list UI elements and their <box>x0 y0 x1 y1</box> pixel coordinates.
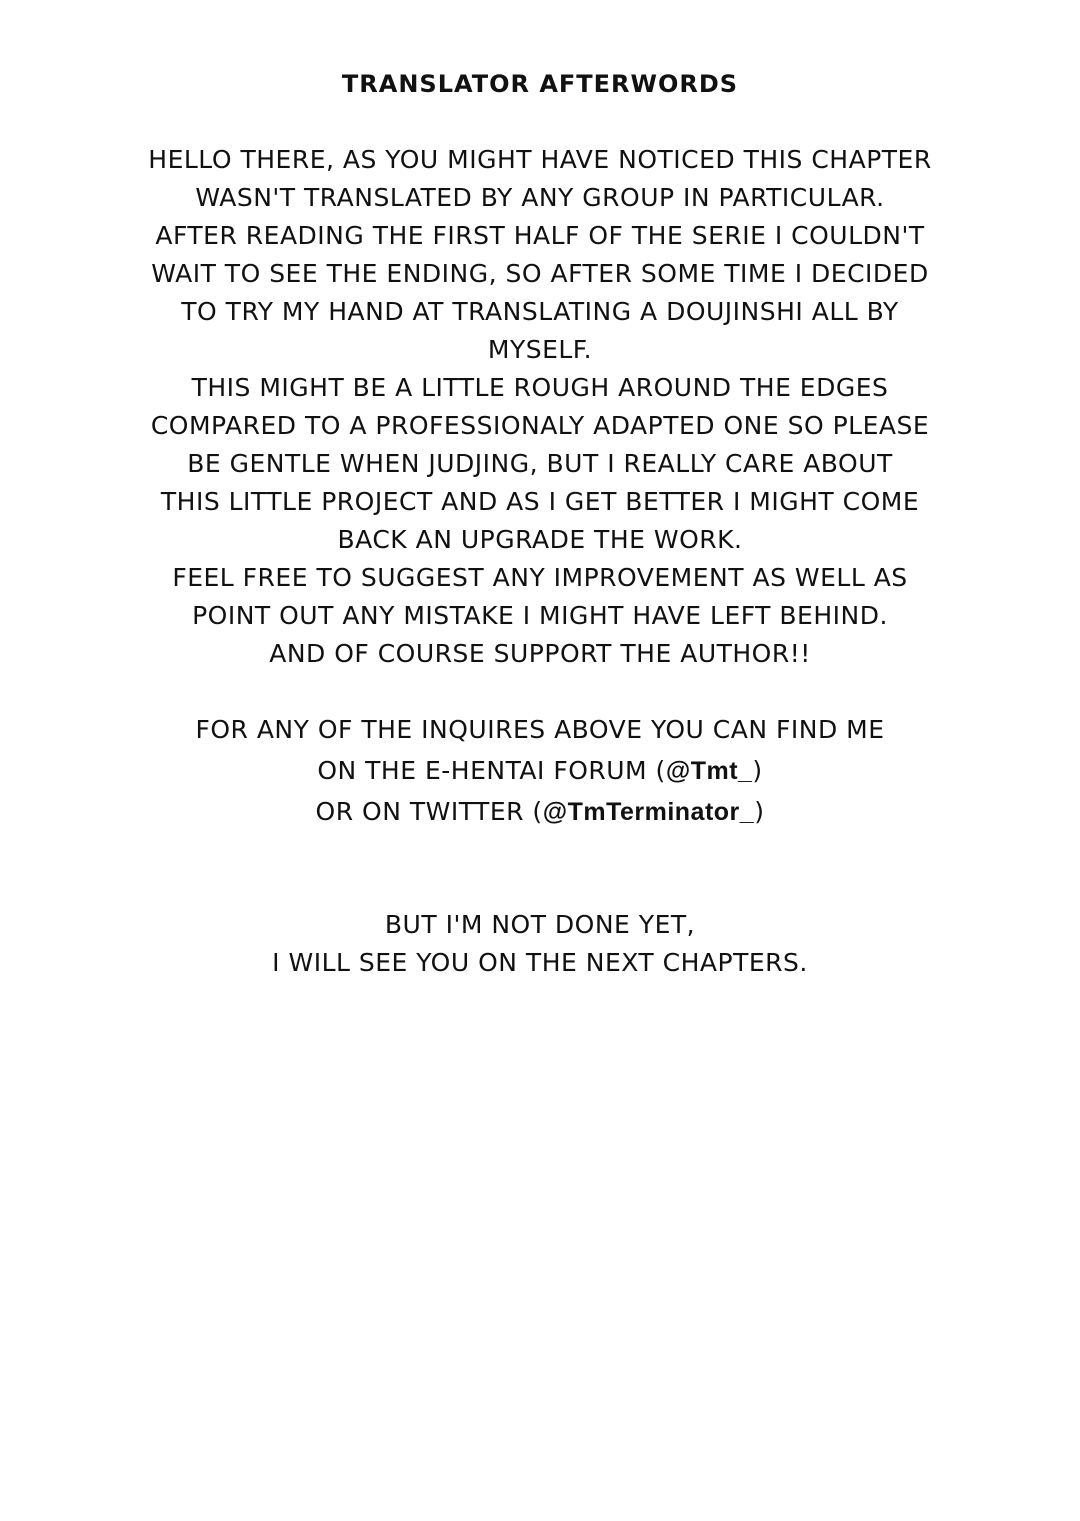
body-line: MYSELF. <box>487 335 593 364</box>
page-title: TRANSLATOR AFTERWORDS <box>341 70 739 98</box>
twitter-contact-suffix: ) <box>754 797 765 826</box>
twitter-contact-prefix: OR ON TWITTER ( <box>315 797 543 826</box>
body-line: FEEL FREE TO SUGGEST ANY IMPROVEMENT AS WELL AS <box>172 563 908 592</box>
body-line: POINT OUT ANY MISTAKE I MIGHT HAVE LEFT BEHIND. <box>192 601 888 630</box>
forum-contact-suffix: ) <box>752 756 763 785</box>
forum-handle: @Tmt_ <box>665 757 753 785</box>
twitter-handle: @TmTerminator_ <box>542 798 755 826</box>
contact-section <box>0 709 1080 832</box>
body-line: WASN'T TRANSLATED BY ANY GROUP IN PARTICULAR. <box>195 183 885 212</box>
body-line: COMPARED TO A PROFESSIONALY ADAPTED ONE SO PLEASE <box>150 411 930 440</box>
body-line: BACK AN UPGRADE THE WORK. <box>337 525 743 554</box>
body-line: THIS LITTLE PROJECT AND AS I GET BETTER I MIGHT COME <box>160 487 920 516</box>
body-line: TO TRY MY HAND AT TRANSLATING A DOUJINSHI ALL BY <box>181 297 899 326</box>
body-line: THIS MIGHT BE A LITTLE ROUGH AROUND THE EDGES <box>191 373 889 402</box>
afterword-body <box>0 141 1080 673</box>
body-line: HELLO THERE, AS YOU MIGHT HAVE NOTICED THIS CHAPTER <box>148 145 932 174</box>
contact-intro: FOR ANY OF THE INQUIRES ABOVE YOU CAN FIND ME <box>195 715 885 744</box>
body-line: AFTER READING THE FIRST HALF OF THE SERIE I COULDN'T <box>155 221 925 250</box>
body-line: BE GENTLE WHEN JUDJING, BUT I REALLY CARE ABOUT <box>187 449 893 478</box>
body-line: AND OF COURSE SUPPORT THE AUTHOR!! <box>269 639 811 668</box>
forum-contact-line <box>0 750 1080 791</box>
twitter-contact-line <box>0 791 1080 832</box>
body-line: WAIT TO SEE THE ENDING, SO AFTER SOME TIME I DECIDED <box>151 259 929 288</box>
closing-line: BUT I'M NOT DONE YET, <box>384 910 696 939</box>
closing-line: I WILL SEE YOU ON THE NEXT CHAPTERS. <box>272 948 808 977</box>
closing-section <box>0 906 1080 982</box>
forum-contact-prefix: ON THE E-HENTAI FORUM ( <box>317 756 666 785</box>
